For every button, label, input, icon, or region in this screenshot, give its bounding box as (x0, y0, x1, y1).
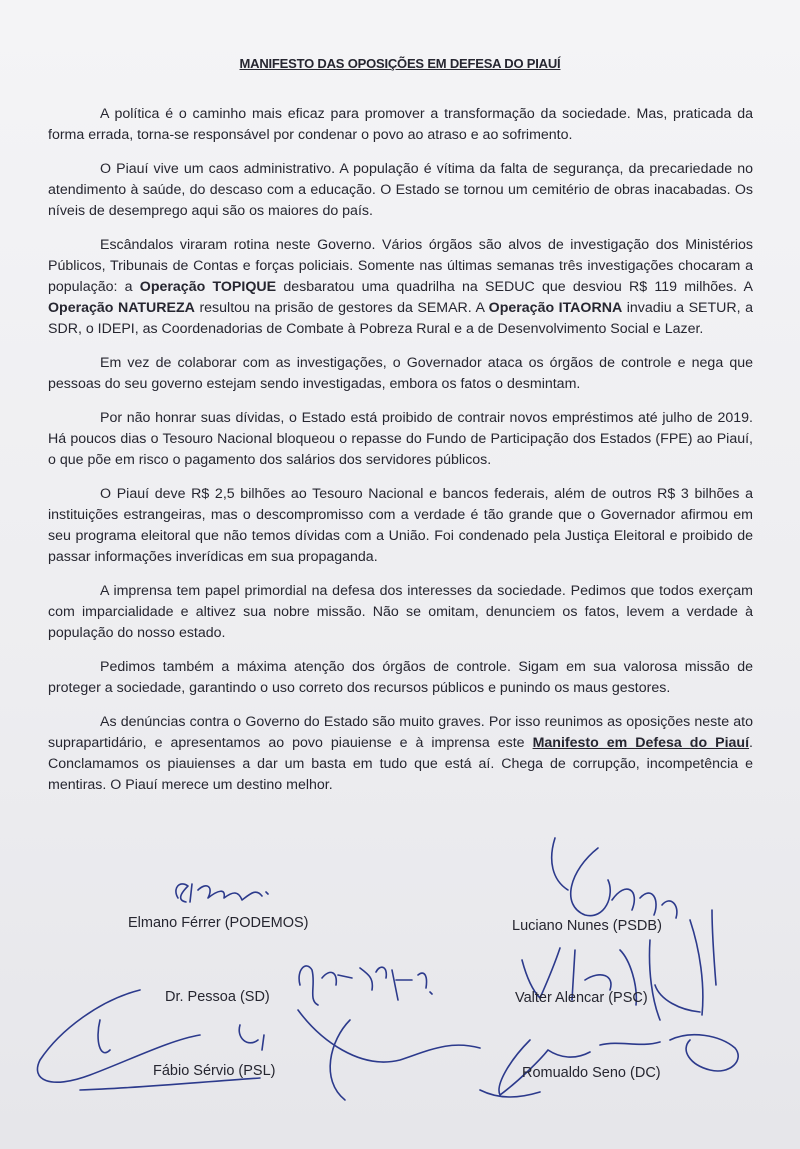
paragraph-3-text-c: resultou na prisão de gestores da SEMAR. A (194, 300, 489, 316)
document-body (48, 104, 753, 809)
paragraph-4: Em vez de colaborar com as investigações, o Governador ataca os órgãos de controle e nega que pessoas do seu governo estejam sendo investigadas, embora os fatos o desmintam. (48, 355, 753, 392)
signature-pessoa (299, 966, 432, 1005)
paragraph-3 (48, 235, 753, 340)
manifesto-name: Manifesto em Defesa do Piauí (532, 735, 750, 751)
paragraph-7: A imprensa tem papel primordial na defesa dos interesses da sociedade. Pedimos que todos exerçam com imparcialidade e altivez sua nobre missão. Não se omitam, denunciem os fatos, levem a verdade à população do nosso estado. (48, 583, 753, 641)
paragraph-3-text-a: Escândalos viraram rotina neste Governo. Vários órgãos são alvos de investigação dos Ministérios Públicos, Tribunais de Contas e forças policiais. Somente nas últimas semanas três investigações chocaram a população: a (48, 237, 753, 295)
signature-luciano (571, 848, 677, 918)
operation-topique: Operação TOPIQUE (139, 279, 277, 295)
paragraph-3-text-d: invadiu a SETUR, a SDR, o IDEPI, as Coordenadorias de Combate à Pobreza Rural e a de Desenvolvimento Social e Lazer. (48, 300, 753, 337)
paragraph-2: O Piauí vive um caos administrativo. A população é vítima da falta de segurança, da precariedade no atendimento à saúde, do descaso com a educação. O Estado se tornou um cemitério de obras inacabadas. Os níveis de desemprego aqui são os maiores do país. (48, 161, 753, 219)
signatory-luciano: Luciano Nunes (PSDB) (512, 918, 662, 934)
operation-natureza: Operação NATUREZA (48, 300, 195, 316)
signatory-romualdo: Romualdo Seno (DC) (522, 1065, 661, 1081)
paragraph-3-text-b: desbaratou uma quadrilha na SEDUC que desviou R$ 119 milhões. A (276, 279, 753, 295)
signatory-pessoa: Dr. Pessoa (SD) (165, 989, 270, 1005)
signatory-fabio: Fábio Sérvio (PSL) (153, 1063, 276, 1079)
document-title: MANIFESTO DAS OPOSIÇÕES EM DEFESA DO PIAUÍ (239, 56, 561, 71)
paragraph-9-text-b: . Conclamamos os piauienses a dar um basta em tudo que está aí. Chega de corrupção, incompetência e mentiras. O Piauí merece um destino melhor. (48, 735, 753, 793)
paragraph-5: Por não honrar suas dívidas, o Estado está proibido de contrair novos empréstimos até julho de 2019. Há poucos dias o Tesouro Nacional bloqueou o repasse do Fundo de Participação dos Estados (FPE) ao Piauí, o que põe em risco o pagamento dos salários dos servidores públicos. (48, 410, 753, 468)
paragraph-6: O Piauí deve R$ 2,5 bilhões ao Tesouro Nacional e bancos federais, além de outros R$ 3 bilhões a instituições estrangeiras, mas o descompromisso com a verdade é tão grande que o Governador afirmou em seu programa eleitoral que não temos dívidas com a União. Foi condenado pela Justiça Eleitoral e proibido de passar informações inverídicas em sua propaganda. (48, 486, 753, 565)
paragraph-9-text-a: As denúncias contra o Governo do Estado são muito graves. Por isso reunimos as oposições neste ato suprapartidário, e apresentamos ao povo piauiense e à imprensa este (48, 714, 753, 751)
signature-elmano (176, 884, 268, 902)
signatory-elmano: Elmano Férrer (PODEMOS) (128, 915, 309, 931)
paragraph-1: A política é o caminho mais eficaz para promover a transformação da sociedade. Mas, praticada da forma errada, torna-se responsável por condenar o povo ao atraso e ao sofrimento. (48, 106, 753, 143)
operation-itaorna: Operação ITAORNA (488, 300, 623, 316)
signatory-valter: Valter Alencar (PSC) (515, 990, 648, 1006)
paragraph-8: Pedimos também a máxima atenção dos órgãos de controle. Sigam em sua valorosa missão de proteger a sociedade, garantindo o uso correto dos recursos públicos e punindo os maus gestores. (48, 659, 753, 696)
paragraph-9 (48, 712, 753, 796)
